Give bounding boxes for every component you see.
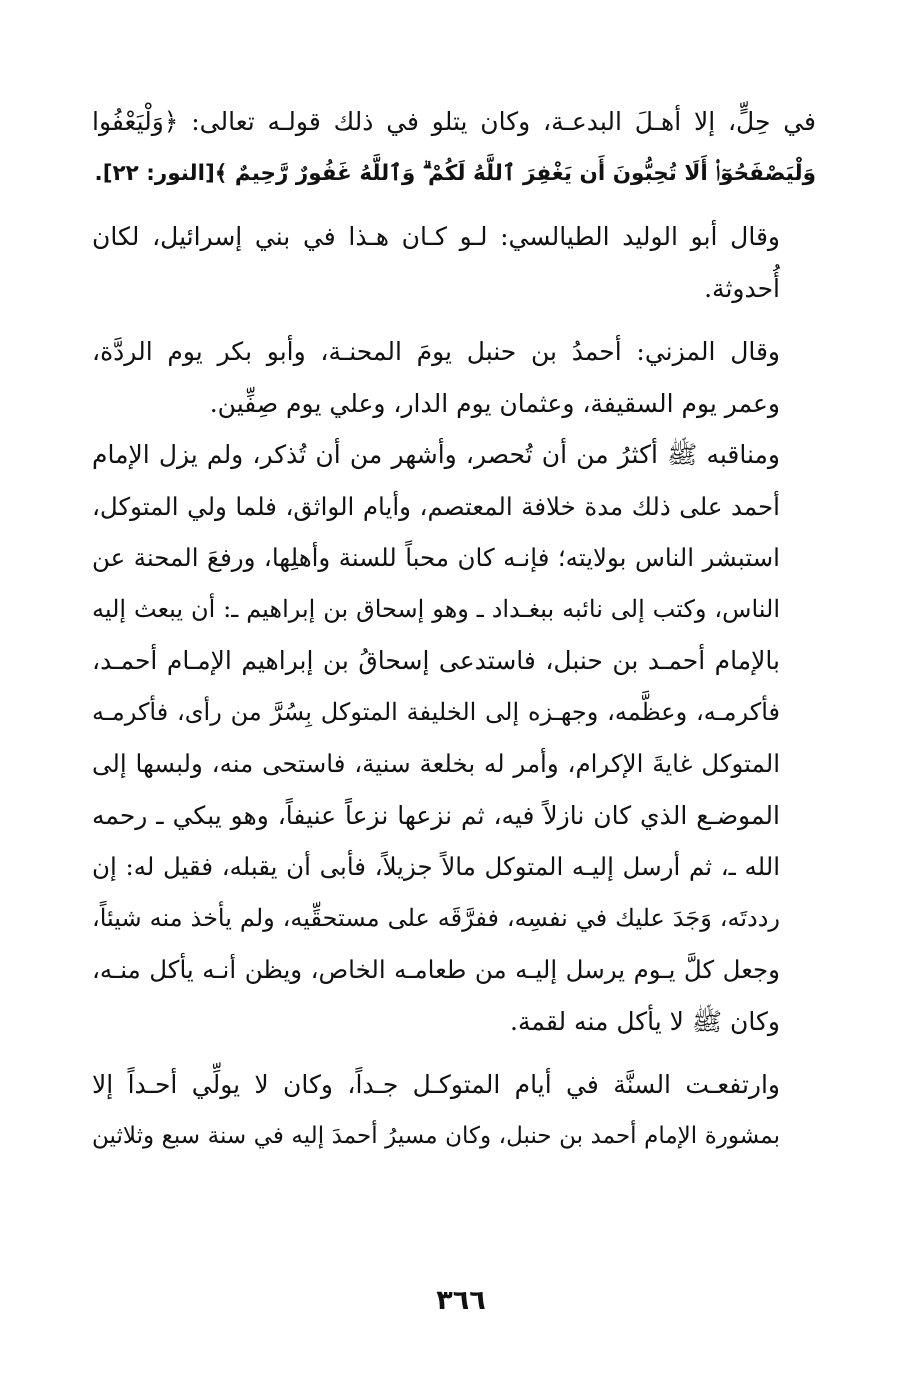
text-line: بمشورة الإمام أحمد بن حنبل، وكان مسيرُ أحمدَ إليه في سنة سبع وثلاثين — [92, 1122, 780, 1149]
text-line: استبشر الناس بولايته؛ فإنـه كان محباً للسنة وأهلِها، ورفعَ المحنة عن — [92, 543, 780, 572]
text-line: فأكرمـه، وعظَّمه، وجهـزه إلى الخليفة المتوكل بِسُرَّ من رأى، فأكرمـه — [92, 697, 780, 726]
text-line: وقال أبو الوليد الطيالسي: لـو كـان هـذا في بني إسرائيل، لكان — [92, 222, 780, 251]
page-number: ٣٦٦ — [436, 1285, 486, 1316]
text-line: وكان ﷺ لا يأكل منه لقمة. — [510, 1006, 780, 1036]
text-line: وارتفعـت السنَّة في أيام المتوكـل جـداً، وكان لا يولِّي أحـداً إلا — [92, 1070, 780, 1099]
text-line: أحمد على ذلك مدة خلافة المعتصم، وأيام الواثق، فلما ولي المتوكل، — [92, 491, 780, 521]
text-line: ومناقبه ﷺ أكثرُ من أن تُحصر، وأشهر من أن تُذكر، ولم يزل الإمام — [92, 440, 780, 469]
paragraph-quran-quote — [92, 96, 816, 199]
text-line: وجعل كلَّ يـوم يرسل إليـه من طعامـه الخاص، ويظن أنـه يأكل منـه، — [92, 955, 780, 984]
quran-verse-line: وَلْيَصْفَحُوٓا۟ أَلَا تُحِبُّونَ أَن يَغْفِرَ ٱللَّهُ لَكُمْ ۗ وَٱللَّهُ غَفُورٌ رَّحِيمٌ ﴾[النور: ٢٢]. — [94, 160, 816, 186]
text-line: الله ـ، ثم أرسل إليـه المتوكل مالاً جزيلاً، فأبى أن يقبله، فقيل له: إن — [92, 852, 780, 881]
page-body — [92, 96, 816, 1162]
text-line: المتوكل غايةَ الإكرام، وأمر له بخلعة سنية، فاستحى منه، ولبسها إلى — [92, 749, 780, 778]
text-line: بالإمام أحمـد بن حنبل، فاستدعى إسحاقُ بن إبراهيم الإمـام أحمـد، — [92, 646, 780, 675]
text-line: وقال المزني: أحمدُ بن حنبل يومَ المحنـة، وأبو بكر يوم الردَّة، — [92, 337, 780, 366]
paragraph-manaqib — [92, 429, 816, 1047]
text-line: الناس، وكتب إلى نائبه ببغـداد ـ وهو إسحاق بن إبراهيم ـ: أن يبعث إليه — [92, 594, 780, 623]
paragraph-sunnah — [92, 1059, 816, 1162]
text-line: رددتَه، وَجَدَ عليك في نفسِه، ففرَّقَه على مستحقِّيه، ولم يأخذ منه شيئاً، — [92, 903, 780, 932]
text-line: في حِلٍّ، إلا أهـلَ البدعـة، وكان يتلو في ذلك قولـه تعالى: ﴿وَلْيَعْفُوا — [92, 107, 816, 136]
paragraph-tayalisi — [92, 211, 816, 314]
paragraph-muzani — [92, 326, 816, 429]
text-line: وعمر يوم السقيفة، وعثمان يوم الدار، وعلي يوم صِفِّين. — [209, 388, 780, 418]
text-line: الموضـع الذي كان نازلاً فيه، ثم نزعها نزعاً عنيفاً، وهو يبكي ـ رحمه — [92, 800, 780, 830]
text-line: أُحدوثة. — [704, 273, 780, 303]
